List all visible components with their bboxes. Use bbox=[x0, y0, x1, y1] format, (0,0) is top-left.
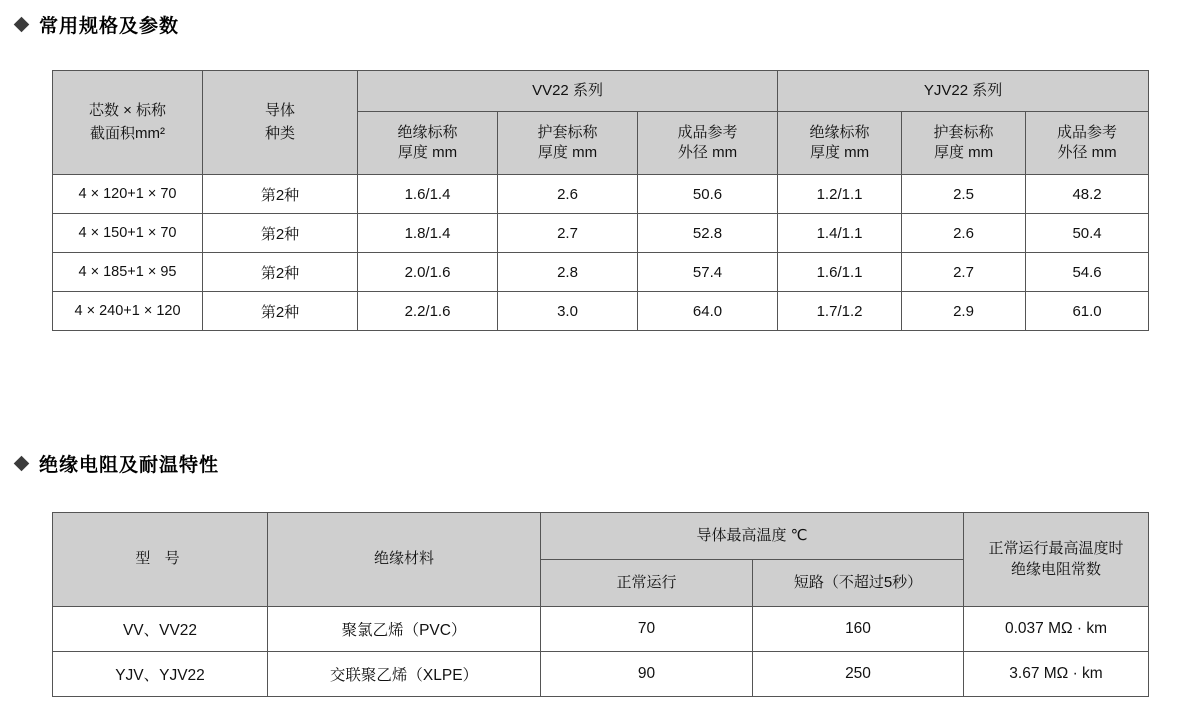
cell-normal-temp: 70 bbox=[541, 607, 753, 652]
table-row bbox=[53, 607, 1149, 652]
cell-core-size: 4 × 150+1 × 70 bbox=[53, 214, 203, 253]
cell-vv22-insulation: 1.8/1.4 bbox=[358, 214, 498, 253]
cell-material: 交联聚乙烯（XLPE） bbox=[268, 652, 541, 697]
cell-yjv22-insulation: 1.2/1.1 bbox=[778, 175, 902, 214]
cell-vv22-sheath: 2.8 bbox=[498, 253, 638, 292]
cell-vv22-insulation: 1.6/1.4 bbox=[358, 175, 498, 214]
header-line1: 成品参考 bbox=[1057, 123, 1118, 141]
header-model-text: 型 号 bbox=[135, 550, 185, 568]
cell-yjv22-od: 48.2 bbox=[1026, 175, 1149, 214]
header-line2: 厚度 mm bbox=[933, 144, 994, 161]
header-insulation-material: 绝缘材料 bbox=[268, 513, 541, 607]
cell-short-circuit-temp: 160 bbox=[753, 607, 964, 652]
cell-model: VV、VV22 bbox=[53, 607, 268, 652]
header-conductor-line2: 种类 bbox=[264, 124, 295, 142]
header-group-vv22: VV22 系列 bbox=[358, 71, 778, 112]
header-group-yjv22: YJV22 系列 bbox=[778, 71, 1149, 112]
header-yjv22-sheath-thickness bbox=[902, 112, 1026, 175]
cell-yjv22-sheath: 2.7 bbox=[902, 253, 1026, 292]
specifications-table bbox=[52, 70, 1149, 331]
header-insulation-resistance-constant bbox=[964, 513, 1149, 607]
header-core-size-line2: 截面积mm² bbox=[90, 124, 165, 142]
cell-vv22-sheath: 2.6 bbox=[498, 175, 638, 214]
header-line2: 厚度 mm bbox=[809, 144, 870, 161]
cell-yjv22-sheath: 2.6 bbox=[902, 214, 1026, 253]
section-heading-insulation bbox=[16, 450, 219, 477]
header-vv22-insulation-thickness bbox=[358, 112, 498, 175]
cell-conductor-type: 第2种 bbox=[203, 214, 358, 253]
header-line1: 绝缘标称 bbox=[809, 123, 870, 141]
cell-material: 聚氯乙烯（PVC） bbox=[268, 607, 541, 652]
header-core-size-line1: 芯数 × 标称 bbox=[88, 102, 167, 119]
diamond-bullet-icon bbox=[14, 456, 30, 472]
cell-core-size: 4 × 240+1 × 120 bbox=[53, 292, 203, 331]
cell-model: YJV、YJV22 bbox=[53, 652, 268, 697]
cell-vv22-sheath: 3.0 bbox=[498, 292, 638, 331]
cell-resistance: 3.67 MΩ · km bbox=[964, 652, 1149, 697]
cell-core-size: 4 × 120+1 × 70 bbox=[53, 175, 203, 214]
cell-yjv22-od: 54.6 bbox=[1026, 253, 1149, 292]
table-row bbox=[53, 652, 1149, 697]
section-title-text: 常用规格及参数 bbox=[39, 16, 180, 37]
table-header-row-group bbox=[53, 513, 1149, 560]
header-max-conductor-temperature: 导体最高温度 ℃ bbox=[541, 513, 964, 560]
cell-resistance: 0.037 MΩ · km bbox=[964, 607, 1149, 652]
cell-yjv22-insulation: 1.4/1.1 bbox=[778, 214, 902, 253]
header-line2: 厚度 mm bbox=[397, 144, 458, 161]
header-line2: 外径 mm bbox=[677, 144, 738, 161]
cell-vv22-od: 50.6 bbox=[638, 175, 778, 214]
table-row bbox=[53, 175, 1149, 214]
header-conductor-type bbox=[203, 71, 358, 175]
cell-core-size: 4 × 185+1 × 95 bbox=[53, 253, 203, 292]
header-yjv22-insulation-thickness bbox=[778, 112, 902, 175]
cell-yjv22-sheath: 2.5 bbox=[902, 175, 1026, 214]
cell-yjv22-insulation: 1.6/1.1 bbox=[778, 253, 902, 292]
cell-vv22-od: 64.0 bbox=[638, 292, 778, 331]
cell-short-circuit-temp: 250 bbox=[753, 652, 964, 697]
cell-yjv22-od: 61.0 bbox=[1026, 292, 1149, 331]
header-short-circuit: 短路（不超过5秒） bbox=[753, 560, 964, 607]
cell-conductor-type: 第2种 bbox=[203, 175, 358, 214]
header-yjv22-outer-diameter bbox=[1026, 112, 1149, 175]
table-row bbox=[53, 214, 1149, 253]
header-line1: 护套标称 bbox=[933, 123, 994, 141]
table-row bbox=[53, 292, 1149, 331]
header-vv22-sheath-thickness bbox=[498, 112, 638, 175]
table-row bbox=[53, 253, 1149, 292]
header-line1: 成品参考 bbox=[677, 123, 738, 141]
header-normal-operation: 正常运行 bbox=[541, 560, 753, 607]
header-line2: 外径 mm bbox=[1057, 144, 1117, 161]
cell-vv22-od: 52.8 bbox=[638, 214, 778, 253]
header-line1: 正常运行最高温度时 bbox=[988, 540, 1124, 558]
cell-vv22-insulation: 2.2/1.6 bbox=[358, 292, 498, 331]
diamond-bullet-icon bbox=[14, 17, 30, 33]
header-line1: 绝缘标称 bbox=[397, 123, 458, 141]
header-conductor-line1: 导体 bbox=[264, 102, 295, 119]
table-header-row-group bbox=[53, 71, 1149, 112]
cell-normal-temp: 90 bbox=[541, 652, 753, 697]
cell-yjv22-sheath: 2.9 bbox=[902, 292, 1026, 331]
header-core-size bbox=[53, 71, 203, 175]
header-line2: 厚度 mm bbox=[537, 144, 598, 161]
header-vv22-outer-diameter bbox=[638, 112, 778, 175]
header-line1: 护套标称 bbox=[537, 123, 598, 141]
cell-yjv22-insulation: 1.7/1.2 bbox=[778, 292, 902, 331]
section-heading-specs bbox=[16, 11, 179, 38]
header-model bbox=[53, 513, 268, 607]
cell-yjv22-od: 50.4 bbox=[1026, 214, 1149, 253]
cell-conductor-type: 第2种 bbox=[203, 253, 358, 292]
cell-conductor-type: 第2种 bbox=[203, 292, 358, 331]
cell-vv22-sheath: 2.7 bbox=[498, 214, 638, 253]
header-line2: 绝缘电阻常数 bbox=[1011, 560, 1102, 578]
cell-vv22-od: 57.4 bbox=[638, 253, 778, 292]
insulation-temperature-table bbox=[52, 512, 1149, 697]
cell-vv22-insulation: 2.0/1.6 bbox=[358, 253, 498, 292]
section-title-text: 绝缘电阻及耐温特性 bbox=[39, 455, 220, 476]
